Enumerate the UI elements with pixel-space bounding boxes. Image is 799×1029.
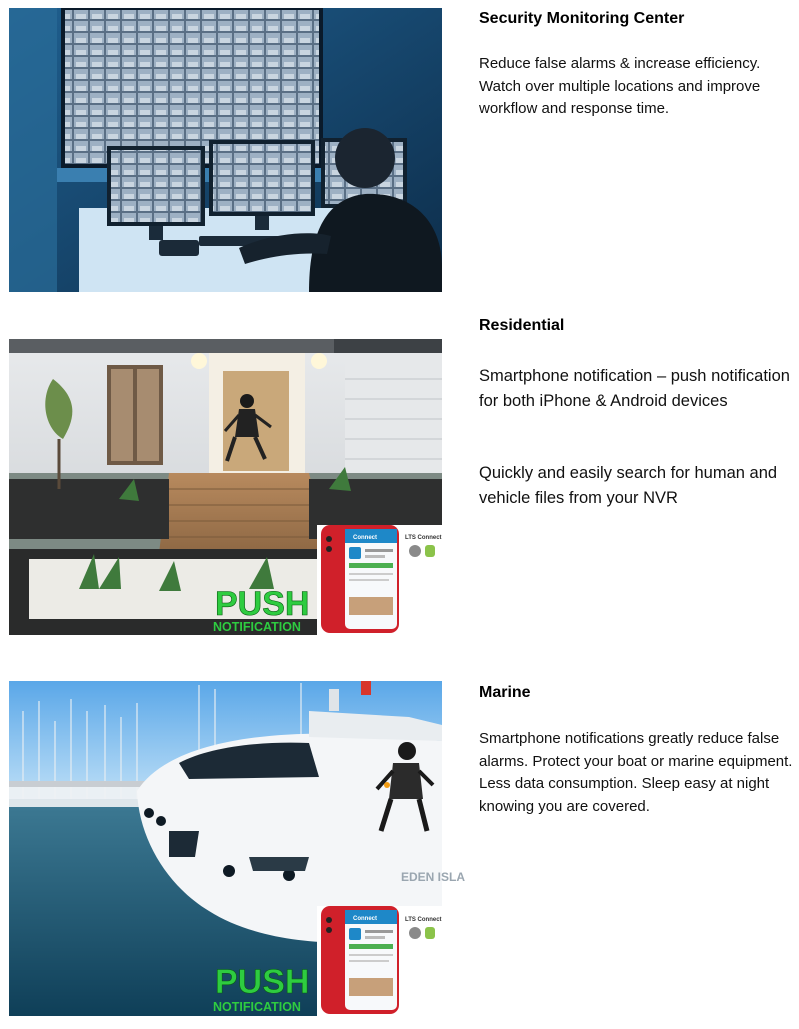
section-text-security: Reduce false alarms & increase efficiency. Watch over multiple locations and improve workflow and response time. <box>479 55 761 117</box>
apple-icon <box>409 545 421 557</box>
android-icon <box>425 545 435 557</box>
apple-icon <box>409 927 421 939</box>
notification-word: NOTIFICATION <box>213 620 301 634</box>
app-title-label: LTS Connect <box>405 535 442 541</box>
section-text-marine: Smartphone notifications greatly reduce false alarms. Protect your boat or marine equipment. Less data consumption. Sleep easy at night knowing you are covered. <box>479 730 793 815</box>
push-word: PUSH <box>215 585 310 623</box>
residential-photo <box>9 339 442 635</box>
section-text-residential-2: Quickly and easily search for human and vehicle files from your NVR <box>479 464 778 507</box>
app-header-label: Connect <box>353 535 377 541</box>
section-title-security: Security Monitoring Center <box>479 10 685 27</box>
push-word-marine: PUSH <box>215 963 310 1001</box>
section-text-residential-1: Smartphone notification – push notification for both iPhone & Android devices <box>479 367 790 410</box>
security-monitoring-photo <box>9 8 442 292</box>
android-icon <box>425 927 435 939</box>
notification-word-marine: NOTIFICATION <box>213 1000 301 1014</box>
section-title-marine: Marine <box>479 684 531 701</box>
app-header-label-marine: Connect <box>353 916 377 922</box>
boat-name: EDEN ISLA <box>401 870 466 884</box>
section-title-residential: Residential <box>479 317 565 334</box>
app-title-label-marine: LTS Connect <box>405 917 442 923</box>
marine-photo <box>9 681 466 1016</box>
